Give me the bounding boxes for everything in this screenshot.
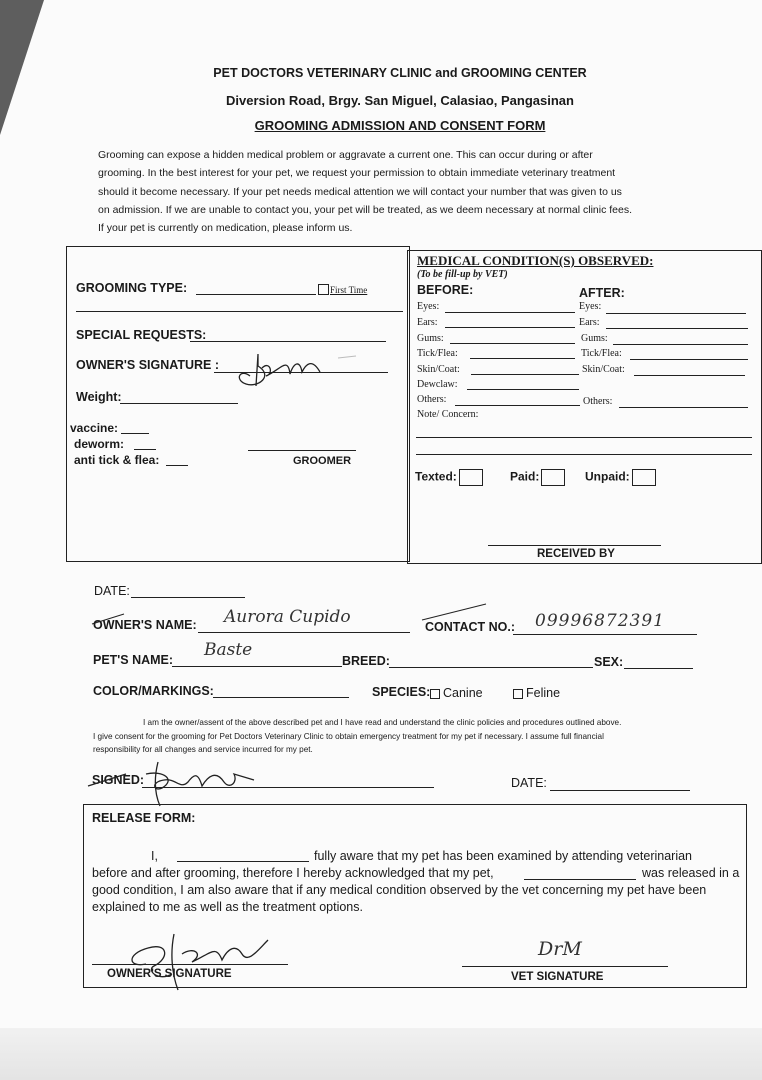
- owner-release-signature-image: [118, 924, 278, 994]
- after-gums-field[interactable]: [613, 344, 748, 345]
- deworm-label: deworm:: [74, 437, 125, 451]
- pet-name-field[interactable]: [172, 666, 342, 667]
- canine-text: Canine: [443, 686, 483, 700]
- after-ears-field[interactable]: [606, 328, 748, 329]
- before-gums-label: Gums:: [417, 333, 444, 344]
- feline-checkbox[interactable]: [513, 689, 523, 699]
- release-text: explained to me as well as the treatment options.: [92, 900, 363, 914]
- owner-name-label: OWNER'S NAME:: [93, 618, 197, 632]
- after-eyes-label: Eyes:: [579, 301, 602, 312]
- breed-label: BREED:: [342, 654, 390, 668]
- before-dewclaw-label: Dewclaw:: [417, 379, 458, 390]
- contact-strike: [420, 602, 490, 622]
- after-ears-label: Ears:: [579, 317, 600, 328]
- intro-paragraph: [98, 146, 632, 237]
- vaccine-field[interactable]: [121, 433, 149, 434]
- before-skincoat-field[interactable]: [471, 374, 579, 375]
- weight-label: Weight:: [76, 390, 122, 404]
- signed-date-field[interactable]: [550, 790, 690, 791]
- owner-release-signature-label: OWNER'S SIGNATURE: [107, 968, 232, 980]
- first-time-checkbox[interactable]: [318, 284, 329, 295]
- deworm-field[interactable]: [134, 449, 156, 450]
- grooming-type-label: GROOMING TYPE:: [76, 281, 188, 295]
- vet-signature-label: VET SIGNATURE: [511, 971, 604, 983]
- texted-label: [415, 469, 483, 486]
- release-text: good condition, I am also aware that if any medical condition observed by the vet concerning my pet have been: [92, 883, 707, 897]
- received-by-label: RECEIVED BY: [537, 548, 615, 560]
- after-others-label: Others:: [583, 396, 613, 407]
- before-others-field[interactable]: [455, 405, 580, 406]
- special-requests-label: SPECIAL REQUESTS:: [76, 328, 207, 342]
- after-tickflea-label: Tick/Flea:: [581, 348, 622, 359]
- groomer-label: GROOMER: [293, 455, 352, 467]
- after-tickflea-field[interactable]: [630, 359, 748, 360]
- unpaid-checkbox[interactable]: [632, 469, 656, 486]
- release-title: RELEASE FORM:: [92, 811, 196, 825]
- form-title: GROOMING ADMISSION AND CONSENT FORM: [254, 118, 546, 133]
- breed-field[interactable]: [389, 667, 593, 668]
- owner-signature-image: [228, 346, 338, 390]
- intro-line: grooming. In the best interest for your pet, we request your permission to obtain immediate veterinary treatment: [98, 167, 616, 180]
- anti-tick-field[interactable]: [166, 465, 188, 466]
- release-text: was released in a: [642, 866, 740, 880]
- intro-line: on admission. If we are unable to contact you, your pet will be treated, as we deem necessary at normal clinic fees.: [98, 203, 633, 216]
- vet-signature-initials: DrM: [538, 938, 582, 960]
- consent-line: responsibility for all changes and service incurred for my pet.: [93, 745, 313, 754]
- sex-field[interactable]: [624, 668, 693, 669]
- note-concern-label: Note/ Concern:: [417, 409, 479, 420]
- unpaid-text: Unpaid:: [585, 469, 630, 484]
- vaccine-label: vaccine:: [70, 421, 119, 435]
- consent-line: I am the owner/assent of the above described pet and I have read and understand the clinic policies and procedures outlined above.: [143, 718, 622, 727]
- vet-signature-line[interactable]: [462, 966, 668, 967]
- after-skincoat-label: Skin/Coat:: [582, 364, 625, 375]
- species-label: SPECIES:: [372, 685, 431, 699]
- pet-name-value: Baste: [204, 640, 253, 660]
- release-i: I,: [151, 849, 158, 863]
- consent-line: I give consent for the grooming for Pet Doctors Veterinary Clinic to obtain emergency treatment for my pet if necessary. I assume full financial: [93, 732, 604, 741]
- anti-tick-label: anti tick & flea:: [74, 453, 160, 467]
- groomer-signature-line[interactable]: [248, 450, 356, 451]
- weight-field[interactable]: [120, 403, 238, 404]
- release-name-field[interactable]: [177, 861, 309, 862]
- signed-date-label: DATE:: [511, 776, 547, 790]
- feline-option[interactable]: [513, 686, 560, 700]
- before-eyes-field[interactable]: [445, 312, 575, 313]
- paid-label: [510, 469, 565, 486]
- before-tickflea-label: Tick/Flea:: [417, 348, 458, 359]
- special-requests-field[interactable]: [190, 341, 386, 342]
- owner-name-value: Aurora Cupido: [224, 607, 351, 627]
- note-line-1[interactable]: [416, 437, 752, 438]
- release-text: fully aware that my pet has been examined by attending veterinarian: [314, 849, 693, 863]
- note-line-2[interactable]: [416, 454, 752, 455]
- date-label: DATE:: [94, 584, 130, 598]
- contact-field[interactable]: [513, 634, 697, 635]
- signed-signature-image: [84, 752, 264, 808]
- before-others-label: Others:: [417, 394, 447, 405]
- texted-checkbox[interactable]: [459, 469, 483, 486]
- paid-checkbox[interactable]: [541, 469, 565, 486]
- after-others-field[interactable]: [619, 407, 748, 408]
- grooming-type-extra-line[interactable]: [76, 311, 403, 312]
- release-pet-field[interactable]: [524, 879, 636, 880]
- after-gums-label: Gums:: [581, 333, 608, 344]
- clinic-name: PET DOCTORS VETERINARY CLINIC and GROOMING CENTER: [213, 66, 587, 80]
- contact-label: CONTACT NO.:: [425, 620, 516, 634]
- canine-checkbox[interactable]: [430, 689, 440, 699]
- after-eyes-field[interactable]: [606, 313, 746, 314]
- contact-value: 09996872391: [535, 611, 665, 631]
- paper-bottom-edge: [0, 1028, 762, 1080]
- unpaid-label: [585, 469, 656, 486]
- release-text: before and after grooming, therefore I hereby acknowledged that my pet,: [92, 866, 494, 880]
- intro-line: If your pet is currently on medication, please inform us.: [98, 222, 353, 235]
- medical-subtitle: (To be fill-up by VET): [417, 269, 508, 280]
- owner-signature-label: OWNER'S SIGNATURE :: [76, 358, 220, 372]
- first-time-label: First Time: [330, 285, 368, 295]
- before-gums-field[interactable]: [450, 343, 575, 344]
- before-heading: BEFORE:: [417, 283, 474, 297]
- after-skincoat-field[interactable]: [634, 375, 745, 376]
- color-markings-label: COLOR/MARKINGS:: [93, 684, 214, 698]
- medical-title: MEDICAL CONDITION(S) OBSERVED:: [417, 253, 654, 268]
- sex-label: SEX:: [594, 655, 624, 669]
- before-eyes-label: Eyes:: [417, 301, 440, 312]
- signed-label: SIGNED:: [92, 773, 145, 787]
- intro-line: should it become necessary. If your pet needs medical attention we will contact your number that was given to us: [98, 185, 622, 198]
- before-ears-field[interactable]: [445, 327, 575, 328]
- intro-line: Grooming can expose a hidden medical problem or aggravate a current one. This can occur during or after: [98, 149, 593, 161]
- owner-name-field[interactable]: [198, 632, 410, 633]
- clinic-address: Diversion Road, Brgy. San Miguel, Calasiao, Pangasinan: [226, 93, 574, 108]
- before-ears-label: Ears:: [417, 317, 438, 328]
- before-skincoat-label: Skin/Coat:: [417, 364, 460, 375]
- before-dewclaw-field[interactable]: [467, 389, 579, 390]
- canine-option[interactable]: [430, 686, 483, 700]
- pet-name-label: PET'S NAME:: [93, 653, 174, 667]
- color-markings-field[interactable]: [213, 697, 349, 698]
- after-heading: AFTER:: [579, 286, 625, 300]
- grooming-type-field[interactable]: [196, 294, 316, 295]
- received-by-line[interactable]: [488, 545, 661, 546]
- owner-name-strike: [90, 612, 130, 626]
- texted-text: Texted:: [415, 469, 457, 484]
- paid-text: Paid:: [510, 469, 540, 484]
- before-tickflea-field[interactable]: [470, 358, 575, 359]
- date-field[interactable]: [131, 597, 245, 598]
- feline-text: Feline: [526, 686, 561, 700]
